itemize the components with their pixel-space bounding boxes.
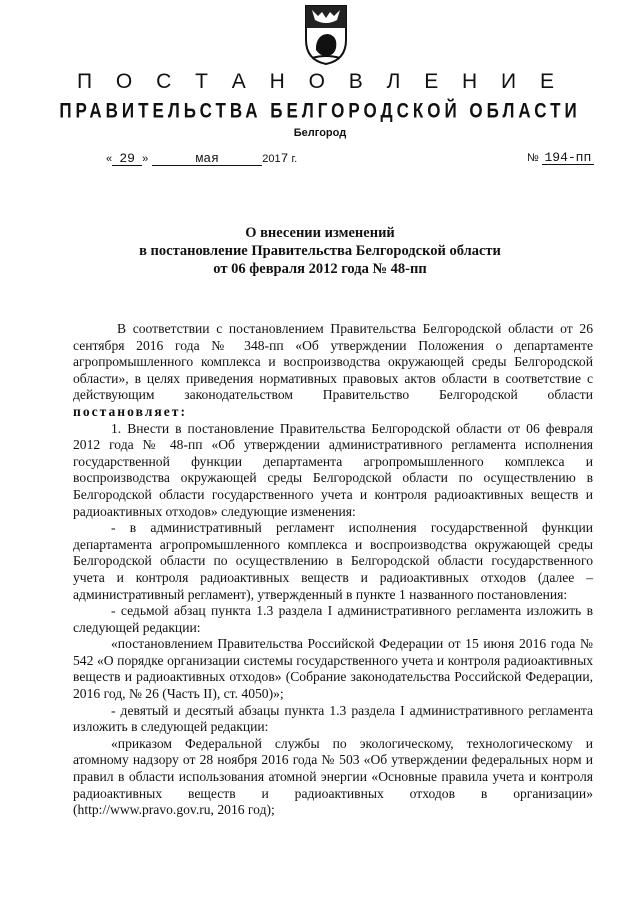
paragraph-quote: «постановлением Правительства Российской Федерации от 15 июня 2016 года № 542 «О порядке организации системы государственного учета и контроля радиоактивных веществ и радиоактивных отходов» (Собрание законодательства Российской Федерации, 2016 год, № 26 (Часть II), ст. 4050)»; [73,636,593,702]
date-year-digit: 7 [280,151,289,166]
paragraph-item-1: 1. Внести в постановление Правительства Белгородской области от 06 февраля 2012 года № 48-пп «Об утверждении административного регламента исполнения государственной функции департамента агропромышленного комплекса и воспроизводства окружающей среды Белгородской области по осуществлению в Белгородской области государственного учета и контроля радиоактивных веществ и радиоактивных отходов» следующие изменения: [73,420,593,519]
quote-open: « [106,153,113,165]
quote-close: » [142,153,149,165]
document-body [73,321,593,819]
paragraph-quote: «приказом Федеральной службы по экологическому, технологическому и атомному надзору от 28 ноября 2016 года № 503 «Об утверждении федеральных норм и правил в области использования атомной энергии «Основные правила учета и контроля радиоактивных веществ и радиоактивных отходов в организации» (http://www.pravo.gov.ru, 2016 год); [73,735,593,818]
subject-line: от 06 февраля 2012 года № 48-пп [213,261,427,277]
paragraph-preamble [73,321,593,421]
paragraph-amendment: - девятый и десятый абзацы пункта 1.3 раздела I административного регламента изложить в следующей редакции: [73,702,593,735]
preamble-text: В соответствии с постановлением Правительства Белгородской области от 26 сентября 2016 года № 348-пп «Об утверждении Положения о департаменте агропромышленного комплекса и воспроизводства окружающей среды Белгородской области», в целях приведения нормативных правовых актов области в соответствие с действующим законодательством Правительство Белгородской области [73,321,593,403]
date-month: мая [152,152,262,166]
date-year-suffix: г. [288,153,298,165]
paragraph-amendment: - в административный регламент исполнения государственной функции департамента агропромышленного комплекса и воспроизводства окружающей среды Белгородской области по осуществлению в Белгородской области государственного учета и контроля радиоактивных веществ и радиоактивных отходов (далее – административный регламент), утвержденный в пункте 1 названного постановления: [73,520,593,602]
subject-line: в постановление Правительства Белгородской области [139,243,501,259]
city: Белгород [293,127,347,139]
issuing-authority: ПРАВИТЕЛЬСТВА БЕЛГОРОДСКОЙ ОБЛАСТИ [59,98,581,123]
number-value: 194-пп [542,151,594,165]
date-year-prefix: 201 [262,153,281,165]
document-type-title: П О С Т А Н О В Л Е Н И Е [76,70,563,93]
number-label: № [527,152,539,164]
date-day: 29 [112,152,142,166]
subject-line: О внесении изменений [245,225,395,241]
date-line [106,151,526,166]
paragraph-amendment: - седьмой абзац пункта 1.3 раздела I административного регламента изложить в следующей редакции: [73,603,593,635]
resolves-keyword: постановляет: [73,403,187,419]
document-subject [0,224,640,278]
document-number [527,151,594,165]
coat-of-arms-icon [304,4,348,66]
